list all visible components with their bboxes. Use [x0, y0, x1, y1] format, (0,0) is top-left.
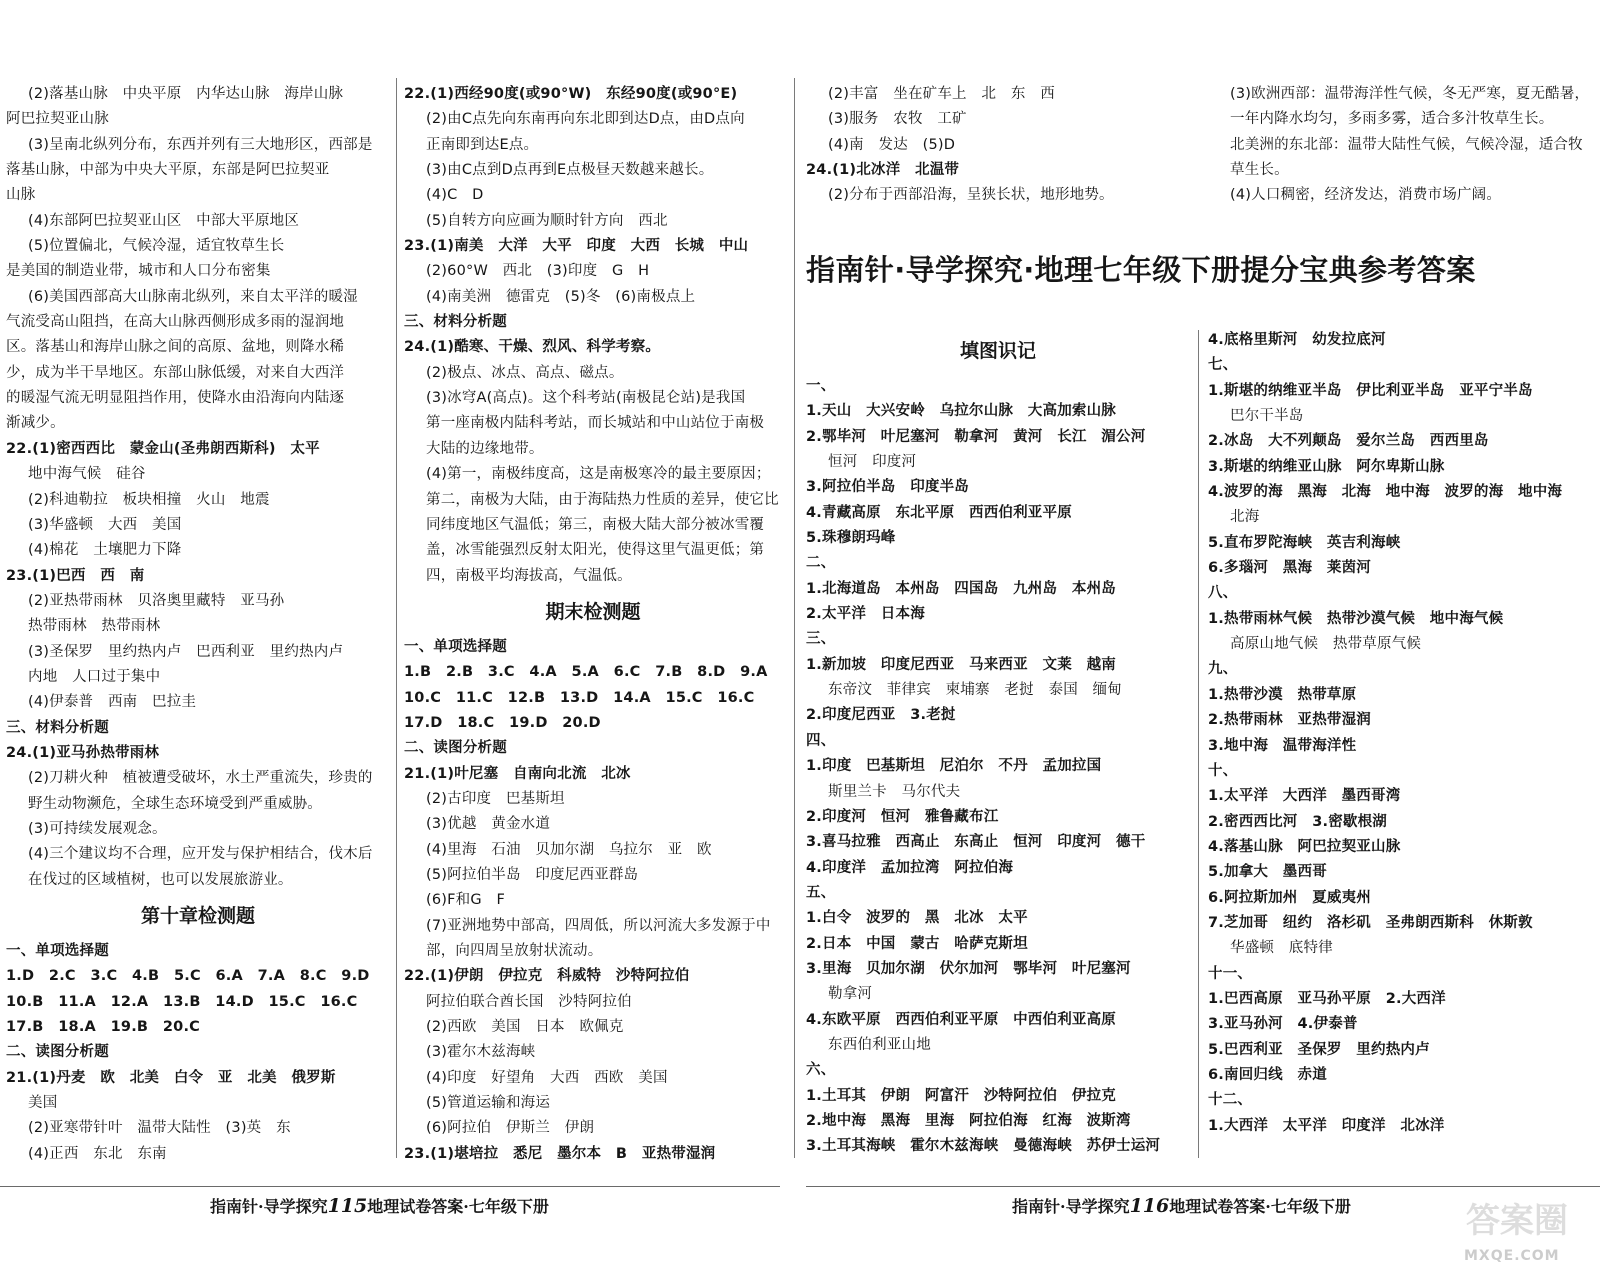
column-1	[6, 82, 390, 1167]
col1-line: (2)亚寒带针叶 温带大陆性 (3)英 东	[28, 1120, 291, 1137]
col3-line: (2)丰富 坐在矿车上 北 东 西	[828, 86, 1055, 102]
col2-line: 22.(1)西经90度(或90°W) 东经90度(或90°E)	[404, 86, 738, 102]
watermark-logo-glyph: 答案圈	[1466, 1201, 1568, 1241]
col1-line: 野生动物濒危，全球生态环境受到严重威胁。	[28, 795, 322, 812]
col1-line: (4)伊泰普 西南 巴拉圭	[28, 694, 197, 711]
col4-fill-line: 1.巴西高原 亚马孙平原 2.大西洋	[1208, 990, 1446, 1007]
col1-line: (2)亚热带雨林 贝洛奥里藏特 亚马孙	[28, 592, 285, 609]
col3-fill-line: 东帝汶 菲律宾 柬埔寨 老挝 泰国 缅甸	[828, 682, 1122, 699]
watermark	[1462, 1196, 1592, 1266]
col1-line: 23.(1)巴西 西 南	[6, 567, 145, 584]
watermark-text: MXQE.COM	[1464, 1248, 1560, 1264]
col3-line: (2)分布于西部沿海，呈狭长状，地形地势。	[828, 187, 1114, 204]
col2-line: (3)优越 黄金水道	[426, 816, 551, 833]
col1-line: 落基山脉，中部为中央大平原，东部是阿巴拉契亚	[6, 162, 330, 179]
col3-fill-section-title: 填图识记	[959, 340, 1036, 362]
col2-line: 正南即到达E点。	[426, 136, 539, 153]
col2-line: (2)由C点先向东南再向东北即到达D点，由D点向	[426, 111, 745, 128]
col2-section-title: 期末检测题	[545, 600, 641, 623]
col1-line: (4)东部阿巴拉契亚山区 中部大平原地区	[28, 212, 300, 229]
col3-fill-line: 六、	[806, 1062, 836, 1079]
col4-fill-line: 3.亚马孙河 4.伊泰普	[1208, 1016, 1358, 1033]
col2-line: 四，南极平均海拔高，气温低。	[426, 567, 632, 584]
col2-line: 23.(1)堪培拉 悉尼 墨尔本 B 亚热带湿润	[404, 1145, 716, 1162]
footer-right-subject: 地理试卷答案·七年级下册	[1169, 1197, 1351, 1216]
col2-line: (5)管道运输和海运	[426, 1095, 551, 1112]
col3-fill-line: 2.鄂毕河 叶尼塞河 勒拿河 黄河 长江 湄公河	[806, 428, 1146, 445]
col4-fill-line: 2.热带雨林 亚热带湿润	[1208, 712, 1371, 729]
col1-line: 山脉	[6, 187, 36, 204]
col1-line: (4)正西 东北 东南	[28, 1145, 167, 1162]
col1-line: 17.B 18.A 19.B 20.C	[6, 1019, 201, 1036]
col4-fill-line: 3.斯堪的纳维亚山脉 阿尔卑斯山脉	[1208, 458, 1445, 475]
col4-fill-line: 1.热带雨林气候 热带沙漠气候 地中海气候	[1208, 610, 1504, 627]
col2-line: (4)第一，南极纬度高，这是南极寒冷的最主要原因；	[426, 466, 771, 483]
col3-fill-line: 斯里兰卡 马尔代夫	[828, 783, 961, 800]
col2-line: 二、读图分析题	[404, 740, 507, 757]
col4-fill-line: 6.多瑙河 黑海 莱茵河	[1208, 560, 1371, 577]
col1-line: 24.(1)亚马孙热带雨林	[6, 744, 160, 761]
col2-line: 1.B 2.B 3.C 4.A 5.A 6.C 7.B 8.D 9.A	[404, 664, 768, 681]
col1-line: (3)华盛顿 大西 美国	[28, 516, 182, 533]
col1-line: (6)美国西部高大山脉南北纵列，来自太平洋的暖湿	[28, 288, 358, 305]
col2-line: 部，向四周呈放射状流动。	[426, 943, 603, 959]
col3-line: 24.(1)北冰洋 北温带	[806, 162, 960, 179]
col1-line: (4)三个建议均不合理，应开发与保护相结合，伐木后	[28, 846, 373, 863]
col2-line: 三、材料分析题	[404, 314, 507, 331]
col2-line: 23.(1)南美 大洋 大平 印度 大西 长城 中山	[404, 238, 749, 255]
col4-fill-line: 1.太平洋 大西洋 墨西哥湾	[1208, 788, 1401, 805]
footer-left-page-number: 115	[327, 1195, 368, 1217]
col1-line: (3)圣保罗 里约热内卢 巴西利亚 里约热内卢	[28, 643, 344, 660]
col3-fill-line: 4.印度洋 孟加拉湾 阿拉伯海	[806, 859, 1014, 876]
footer-rule-left	[0, 1186, 780, 1187]
col1-line: (2)落基山脉 中央平原 内华达山脉 海岸山脉	[28, 86, 344, 102]
col4-fill-line: 北海	[1230, 509, 1260, 526]
col4-fill-line: 5.加拿大 墨西哥	[1208, 864, 1327, 881]
col2-line: 阿拉伯联合酋长国 沙特阿拉伯	[426, 993, 632, 1010]
col3-fill-line: 4.青藏高原 东北平原 西西伯利亚平原	[806, 504, 1072, 521]
col1-line: 二、读图分析题	[6, 1044, 109, 1061]
col2-line: 大陆的边缘地带。	[426, 440, 544, 457]
col3-fill-line: 2.地中海 黑海 里海 阿拉伯海 红海 波斯湾	[806, 1112, 1131, 1129]
col4-fill-line: 5.巴西利亚 圣保罗 里约热内卢	[1208, 1041, 1430, 1058]
col4-fill-line: 七、	[1208, 357, 1238, 374]
col4-line: (3)欧洲西部：温带海洋性气候，冬无严寒，夏无酷暑，	[1230, 86, 1590, 102]
column-3	[806, 82, 1190, 209]
col1-line: (4)棉花 土壤肥力下降	[28, 542, 182, 559]
col1-line: (5)位置偏北，气候冷湿，适宜牧草生长	[28, 238, 285, 255]
col3-fill-line: 恒河 印度河	[828, 454, 917, 471]
col1-line: (2)科迪勒拉 板块相撞 火山 地震	[28, 491, 270, 508]
col4-fill-line: 7.芝加哥 纽约 洛杉矶 圣弗朗西斯科 休斯敦	[1208, 914, 1533, 931]
col1-line: 热带雨林 热带雨林	[28, 618, 161, 635]
col3-fill-line: 勒拿河	[828, 986, 873, 1003]
column-4-fill-in	[1208, 328, 1594, 1139]
col3-fill-line: 1.天山 大兴安岭 乌拉尔山脉 大高加索山脉	[806, 403, 1116, 420]
col3-fill-line: 三、	[806, 631, 836, 648]
col2-line: (2)极点、冰点、高点、磁点。	[426, 364, 624, 381]
col4-fill-line: 巴尔干半岛	[1230, 408, 1304, 425]
footer-left-series: 指南针·导学探究	[210, 1197, 328, 1216]
col1-line: 少，成为半干旱地区。东部山脉低缓，对来自大西洋	[6, 364, 345, 381]
col2-line: 24.(1)酷寒、干燥、烈风、科学考察。	[404, 339, 661, 356]
col4-fill-line: 6.阿拉斯加州 夏威夷州	[1208, 889, 1371, 906]
column-3-top	[806, 82, 1190, 209]
col4-fill-line: 八、	[1208, 585, 1238, 602]
col1-line: 阿巴拉契亚山脉	[6, 111, 109, 128]
column-3-fill-in	[806, 328, 1190, 1160]
col2-line: 21.(1)叶尼塞 自南向北流 北冰	[404, 765, 631, 782]
col4-line: 北美洲的东北部：温带大陆性气候，气候冷湿，适合牧	[1230, 136, 1583, 153]
col4-fill-line: 十二、	[1208, 1092, 1253, 1109]
footer-right-series: 指南针·导学探究	[1012, 1197, 1130, 1216]
col4-fill-line: 5.直布罗陀海峡 英吉利海峡	[1208, 534, 1401, 551]
col2-line: (2)60°W 西北 (3)印度 G H	[426, 263, 650, 280]
col2-line: (4)南美洲 德雷克 (5)冬 (6)南极点上	[426, 288, 696, 305]
col1-line: 的暖湿气流无明显阻挡作用，使降水由沿海向内陆逐	[6, 390, 345, 407]
col3-fill-line: 3.喜马拉雅 西高止 东高止 恒河 印度河 德干	[806, 834, 1146, 851]
col3-fill-line: 一、	[806, 378, 836, 394]
footer-right-page-number: 116	[1129, 1195, 1170, 1217]
col4-fill-line: 4.落基山脉 阿巴拉契亚山脉	[1208, 838, 1401, 855]
col2-line: (7)亚洲地势中部高，四周低，所以河流大多发源于中	[426, 917, 771, 934]
col2-line: (2)西欧 美国 日本 欧佩克	[426, 1019, 624, 1036]
footer-left-subject: 地理试卷答案·七年级下册	[367, 1197, 549, 1216]
col3-fill-line: 2.印度河 恒河 雅鲁藏布江	[806, 808, 999, 825]
col1-line: 在伐过的区域植树，也可以发展旅游业。	[28, 871, 293, 888]
col1-line: 气流受高山阻挡，在高大山脉西侧形成多雨的湿润地	[6, 314, 345, 331]
col4-fill-line: 2.冰岛 大不列颠岛 爱尔兰岛 西西里岛	[1208, 433, 1489, 450]
col1-line: (3)呈南北纵列分布，东西并列有三大地形区，西部是	[28, 136, 373, 153]
column-4	[1208, 82, 1594, 209]
col3-fill-line: 2.印度尼西亚 3.老挝	[806, 707, 956, 724]
col2-line: (5)自转方向应画为顺时针方向 西北	[426, 212, 668, 229]
col1-line: 三、材料分析题	[6, 719, 109, 736]
col4-fill-line: 1.斯堪的纳维亚半岛 伊比利亚半岛 亚平宁半岛	[1208, 382, 1533, 399]
col2-line: 17.D 18.C 19.D 20.D	[404, 714, 601, 731]
col2-line: 22.(1)伊朗 伊拉克 科威特 沙特阿拉伯	[404, 968, 690, 985]
col4-fill-line: 华盛顿 底特律	[1230, 940, 1333, 957]
col3-fill-line: 1.印度 巴基斯坦 尼泊尔 不丹 孟加拉国	[806, 758, 1102, 775]
col3-fill-line: 2.太平洋 日本海	[806, 606, 925, 623]
col2-line: 10.C 11.C 12.B 13.D 14.A 15.C 16.C	[404, 689, 755, 706]
col4-fill-line: 3.地中海 温带海洋性	[1208, 737, 1357, 754]
banner-title: 指南针·导学探究·地理七年级下册提分宝典参考答案	[806, 253, 1476, 287]
col3-line: (4)南 发达 (5)D	[828, 136, 956, 153]
col1-line: 地中海气候 硅谷	[28, 466, 146, 483]
col3-fill-line: 3.土耳其海峡 霍尔木兹海峡 曼德海峡 苏伊士运河	[806, 1138, 1161, 1155]
watermark-logo-icon	[1462, 1196, 1592, 1244]
column-divider-1	[396, 78, 397, 1158]
col2-line: (3)由C点到D点再到E点极昼天数越来越长。	[426, 162, 714, 179]
col2-line: 一、单项选择题	[404, 638, 507, 655]
col4-fill-line: 十、	[1208, 762, 1238, 779]
col4-fill-line: 高原山地气候 热带草原气候	[1230, 636, 1422, 653]
col1-line: 1.D 2.C 3.C 4.B 5.C 6.A 7.A 8.C 9.D	[6, 968, 370, 985]
footer-right	[1012, 1194, 1351, 1217]
col1-section-title: 第十章检测题	[140, 905, 255, 927]
col3-fill-line: 二、	[806, 555, 836, 572]
col3-fill-line: 1.北海道岛 本州岛 四国岛 九州岛 本州岛	[806, 580, 1116, 597]
col1-line: 美国	[28, 1095, 58, 1112]
col1-line: 22.(1)密西西比 蒙金山(圣弗朗西斯科) 太平	[6, 440, 320, 457]
footer-rule-right	[806, 1186, 1600, 1187]
col3-fill-line: 5.珠穆朗玛峰	[806, 530, 896, 547]
col1-line: 是美国的制造业带，城市和人口分布密集	[6, 263, 271, 280]
col2-line: (3)冰穹A(高点)。这个科考站(南极昆仑站)是我国	[426, 390, 746, 407]
col4-fill-line: 4.波罗的海 黑海 北海 地中海 波罗的海 地中海	[1208, 484, 1563, 501]
col2-line: (4)里海 石油 贝加尔湖 乌拉尔 亚 欧	[426, 841, 712, 858]
col1-line: (2)刀耕火种 植被遭受破坏，水土严重流失，珍贵的	[28, 770, 373, 787]
col3-fill-line: 1.白令 波罗的 黑 北冰 太平	[806, 910, 1028, 927]
col2-line: 第二，南极为大陆，由于海陆热力性质的差异，使它比	[426, 491, 779, 508]
col4-line: (4)人口稠密，经济发达，消费市场广阔。	[1230, 187, 1502, 204]
col4-fill-line: 1.热带沙漠 热带草原	[1208, 686, 1357, 703]
col3-fill-line: 东西伯利亚山地	[828, 1036, 931, 1053]
col3-line: (3)服务 农牧 工矿	[828, 111, 967, 128]
col3-fill-line: 1.新加坡 印度尼西亚 马来西亚 文莱 越南	[806, 656, 1116, 673]
col3-fill-line: 四、	[806, 732, 836, 749]
col3-fill-line: 五、	[806, 884, 836, 901]
col2-line: (4)C D	[426, 187, 484, 204]
col2-line: (6)阿拉伯 伊斯兰 伊朗	[426, 1120, 595, 1137]
col2-line: 盖，冰雪能强烈反射太阳光，使得这里气温更低；第	[426, 542, 765, 559]
col1-line: 内地 人口过于集中	[28, 668, 161, 685]
col2-line: (3)霍尔木兹海峡	[426, 1044, 536, 1061]
column-divider-2	[794, 78, 795, 1158]
col2-line: 同纬度地区气温低；第三，南极大陆大部分被冰雪覆	[426, 516, 765, 533]
col1-line: (3)可持续发展观念。	[28, 820, 167, 837]
col2-line: (4)印度 好望角 大西 西欧 美国	[426, 1069, 668, 1086]
col2-line: 第一座南极内陆科考站，而长城站和中山站位于南极	[426, 415, 765, 432]
col4-fill-line: 十一、	[1208, 965, 1253, 982]
col2-line: (6)F和G F	[426, 892, 506, 909]
footer-left	[210, 1194, 549, 1217]
col1-line: 一、单项选择题	[6, 943, 109, 959]
col3-fill-line: 4.东欧平原 西西伯利亚平原 中西伯利亚高原	[806, 1011, 1116, 1028]
col4-fill-line: 九、	[1208, 661, 1238, 678]
col4-line: 一年内降水均匀，多雨多雾，适合多汁牧草生长。	[1230, 111, 1554, 128]
col2-line: (2)古印度 巴基斯坦	[426, 790, 565, 807]
col4-fill-line: 1.大西洋 太平洋 印度洋 北冰洋	[1208, 1117, 1445, 1134]
column-divider-3	[1198, 330, 1199, 1158]
col3-fill-line: 3.里海 贝加尔湖 伏尔加河 鄂毕河 叶尼塞河	[806, 960, 1131, 977]
col1-line: 渐减少。	[6, 415, 65, 432]
col4-fill-line: 4.底格里斯河 幼发拉底河	[1208, 332, 1386, 348]
col3-fill-line: 1.土耳其 伊朗 阿富汗 沙特阿拉伯 伊拉克	[806, 1087, 1116, 1104]
col4-fill-line: 6.南回归线 赤道	[1208, 1066, 1327, 1083]
col4-line: 草生长。	[1230, 162, 1289, 179]
col1-line: 区。落基山和海岸山脉之间的高原、盆地，则降水稀	[6, 339, 345, 356]
col3-fill-line: 3.阿拉伯半岛 印度半岛	[806, 479, 969, 496]
col2-line: (5)阿拉伯半岛 印度尼西亚群岛	[426, 866, 639, 883]
col1-line: 21.(1)丹麦 欧 北美 白令 亚 北美 俄罗斯	[6, 1069, 336, 1086]
col3-fill-line: 2.日本 中国 蒙古 哈萨克斯坦	[806, 935, 1028, 952]
column-4-top	[1208, 82, 1594, 209]
column-2	[404, 82, 782, 1167]
col1-line: 10.B 11.A 12.A 13.B 14.D 15.C 16.C	[6, 993, 358, 1010]
col4-fill-line: 2.密西西比河 3.密歇根湖	[1208, 813, 1387, 830]
